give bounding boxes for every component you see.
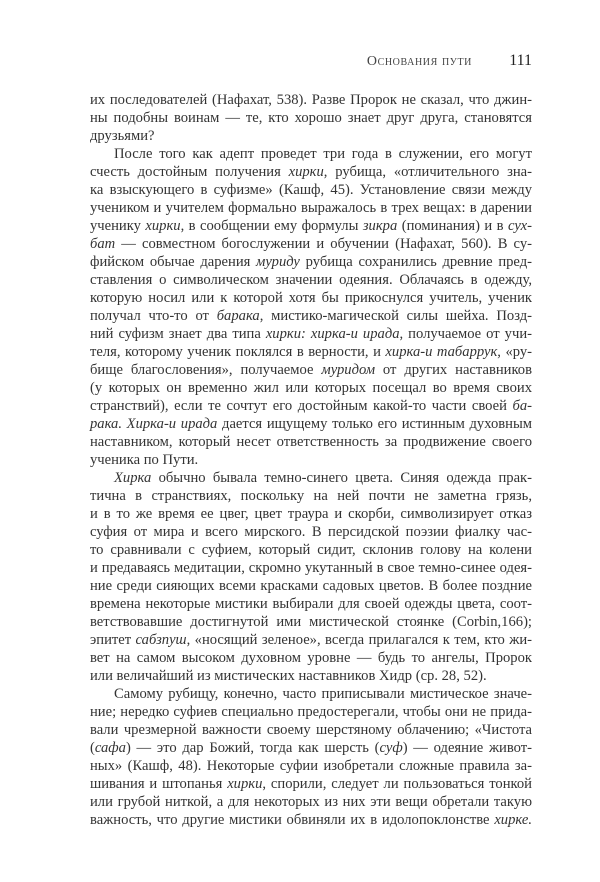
text-segment: ) — это дар Божий, тогда как шерсть ( (125, 740, 380, 756)
text-line (90, 163, 532, 181)
text-segment: странствий), если те сочтут его достойным какой-то части своей (90, 398, 513, 414)
text-line: вет на самом высоком духовном уровне — будь то ангелы, Пророк (90, 650, 532, 666)
text-line (90, 397, 532, 415)
text-line: их последователей (Нафахат, 538). Разве Пророк не сказал, что джин- (90, 92, 532, 108)
text-line (90, 307, 532, 325)
text-line: ставления о символическом значении одеяния. Облачаясь в одежду, (90, 272, 532, 288)
text-segment: , получаемое от учи- (399, 326, 532, 342)
italic-term: зикра (362, 218, 398, 234)
paragraph (90, 685, 532, 829)
text-segment: дается ищущему только его истинным духовным (217, 416, 532, 432)
italic-term: рака. Хирка-и ирада (90, 416, 218, 432)
text-line: ученика по Пути. (90, 452, 199, 468)
text-line: и в то же время ее цвег, цвет траура и скорби, символизирует отказ (90, 506, 532, 522)
paragraph (90, 469, 532, 685)
text-line (90, 235, 532, 253)
text-segment: , в сообщении ему формулы (180, 218, 363, 234)
text-line (90, 811, 532, 829)
text-segment: — совместном богослужении и обучении (Нафахат, 560). В су- (115, 236, 532, 252)
paragraph (90, 145, 532, 469)
text-segment: ( (90, 740, 95, 756)
body-text (90, 91, 532, 829)
text-line: времена некоторые мистики выбирали для своей одежды цвета, соот- (90, 596, 532, 612)
text-segment: эпитет (90, 632, 136, 648)
text-line: ных» (Кашф, 48). Некоторые суфии изобретали сложные правила за- (90, 758, 532, 774)
text-line: тична в странствиях, поскольку на ней почти не заметна грязь, (90, 488, 532, 504)
text-segment: важность, что другие мистики обвиняли их в идолопоклонстве (90, 812, 495, 828)
text-line: Самому рубищу, конечно, часто приписывали мистическое значе- (114, 686, 532, 702)
text-line (90, 775, 532, 793)
text-line: учеником и учителем формально выражалось в трех вещах: в дарении (90, 200, 532, 216)
italic-term: хирки (145, 218, 181, 234)
text-line: которую носил или к которой хотя бы прикоснулся учитель, ученик (90, 290, 532, 306)
italic-term: хирка-и табаррук (385, 344, 498, 360)
paragraph (90, 91, 532, 145)
text-line (90, 739, 532, 757)
text-line: ние; нередко суфиев специально предостерегали, чтобы они не прида- (90, 704, 532, 720)
text-segment: от других наставников (375, 362, 532, 378)
text-line: или величайший из мистических наставников Хидр (ср. 28, 52). (90, 668, 487, 684)
italic-term: сафа (94, 740, 126, 756)
italic-term: Хирка (114, 470, 152, 486)
text-segment: фийском обычае дарения (90, 254, 257, 270)
italic-term: сабзпуш (135, 632, 187, 648)
italic-term: сух- (508, 218, 532, 234)
text-line (90, 361, 532, 379)
text-segment: счесть достойным получения (90, 164, 289, 180)
text-line: суфия от мира и всего мирского. В персидской поэзии фиалку час- (90, 524, 532, 540)
text-line: друзьями? (90, 128, 155, 144)
text-line: или грубой ниткой, а для некоторых из них эти вещи обретали такую (90, 794, 532, 810)
text-line (90, 325, 532, 343)
text-segment: , мистико-магической силы шейха. Позд- (259, 308, 532, 324)
text-line (90, 343, 532, 361)
text-segment: , рубища, «отличительного зна- (323, 164, 533, 180)
text-segment: бище благословения», получаемое (90, 362, 322, 378)
text-segment: , «носящий зеленое», всегда прилагался к тем, кто жи- (186, 632, 532, 648)
italic-term: барака (216, 308, 260, 324)
text-segment: , «ру- (497, 344, 532, 360)
text-line: вали чрезмерной важности своему шерстяному облачению; «Чистота (90, 722, 532, 738)
text-line: то сравнивали с суфием, который сидит, склонив голову на колени (90, 542, 532, 558)
italic-term: ба- (512, 398, 532, 414)
text-line (90, 415, 532, 433)
text-segment: получал что-то от (90, 308, 217, 324)
text-line: После того как адепт проведет три года в служении, его могут (114, 146, 532, 162)
text-line: ка взыскующего в суфизме» (Кашф, 45). Установление связи между (90, 182, 532, 198)
text-line (90, 253, 532, 271)
italic-term: хирки: хирка-и ирада (265, 326, 400, 342)
page-number: 111 (509, 52, 532, 69)
section-title: Основания пути (366, 54, 472, 69)
text-segment: ученику (90, 218, 146, 234)
text-line: и предаваясь медитации, скромно укутанный в свое темно-синее одея- (90, 560, 532, 576)
italic-term: хирки (288, 164, 324, 180)
text-line (90, 469, 532, 487)
text-segment: ) — одеяние живот- (402, 740, 533, 756)
italic-term: суф (379, 740, 403, 756)
text-line: (у которых он временно жил или которых посещал во время своих (90, 380, 532, 396)
text-segment: шивания и штопанья (90, 776, 228, 792)
text-line (90, 217, 532, 235)
italic-term: бат (90, 236, 116, 252)
text-line: ветствовавшие достигнутой ими мистической стоянке (Corbin,166); (90, 614, 532, 630)
italic-term: муриду (256, 254, 300, 270)
text-segment: рубища сохранились древние пред- (299, 254, 532, 270)
text-line (90, 631, 532, 649)
italic-term: хирке. (494, 812, 532, 828)
italic-term: хирки (227, 776, 263, 792)
text-segment: , спорили, следует ли пользоваться тонкой (262, 776, 532, 792)
text-line: ние среди сияющих всеми красками садовых цветов. В более поздние (90, 578, 532, 594)
text-segment: теля, которому ученик поклялся в верности, и (90, 344, 386, 360)
text-segment: ний суфизм знает два типа (90, 326, 266, 342)
text-segment: (поминания) и в (397, 218, 508, 234)
running-head (90, 52, 532, 72)
text-line: ны подобны воинам — те, кто хорошо знает друг друга, становятся (90, 110, 532, 126)
text-line: наставником, который несет ответственность за продвижение своего (90, 434, 532, 450)
italic-term: муридом (321, 362, 376, 378)
text-segment: обычно бывала темно-синего цвета. Синяя одежда прак- (151, 470, 532, 486)
